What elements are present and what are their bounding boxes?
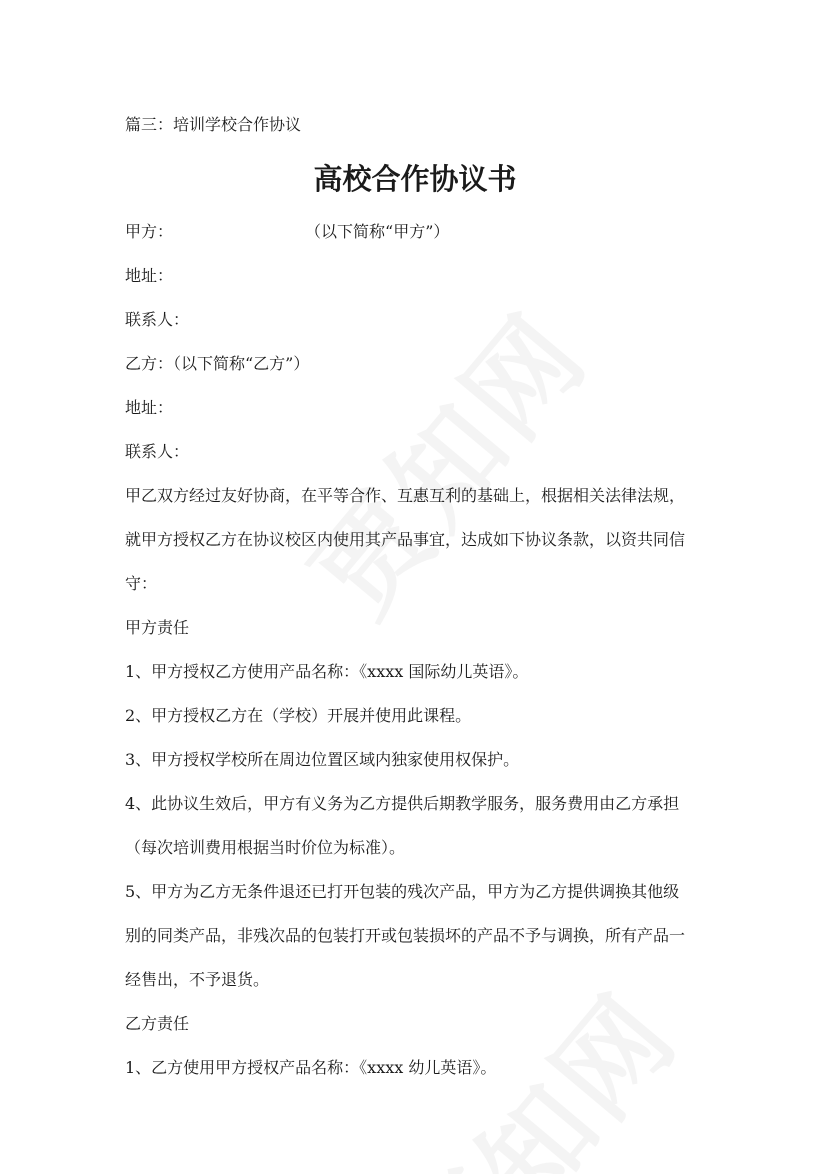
party-a-label: 甲方： xyxy=(125,222,174,241)
intro-line: 甲乙双方经过友好协商，在平等合作、互惠互利的基础上，根据相关法律法规， xyxy=(125,486,686,505)
party-a-contact: 联系人： xyxy=(125,310,190,329)
clause-line: 4、此协议生效后，甲方有义务为乙方提供后期教学服务，服务费用由乙方承担 xyxy=(125,794,680,813)
party-a-line xyxy=(125,222,449,242)
watermark xyxy=(272,275,617,643)
party-a-address: 地址： xyxy=(125,266,174,285)
party-b-duties-heading: 乙方责任 xyxy=(125,1014,190,1033)
clause-line: （每次培训费用根据当时价位为标准）。 xyxy=(125,838,406,857)
clause-line: 2、甲方授权乙方在（学校）开展并使用此课程。 xyxy=(125,706,472,725)
clause-line: 3、甲方授权学校所在周边位置区域内独家使用权保护。 xyxy=(125,750,520,769)
party-a-duties-heading: 甲方责任 xyxy=(125,618,190,637)
clause-line: 1、甲方授权乙方使用产品名称：《xxxx 国际幼儿英语》。 xyxy=(125,662,529,681)
party-b-address: 地址： xyxy=(125,398,174,417)
party-b-label: 乙方：（以下简称“乙方”） xyxy=(125,354,310,373)
section-heading: 篇三：培训学校合作协议 xyxy=(125,115,302,134)
clause-line: 经售出，不予退货。 xyxy=(125,970,270,989)
party-b-contact: 联系人： xyxy=(125,442,190,461)
clause-line: 5、甲方为乙方无条件退还已打开包装的残次产品，甲方为乙方提供调换其他级 xyxy=(125,882,680,901)
document-title: 高校合作协议书 xyxy=(313,162,517,196)
party-a-alias: （以下简称“甲方”） xyxy=(305,222,450,241)
clause-line: 别的同类产品，非残次品的包装打开或包装损坏的产品不予与调换，所有产品一 xyxy=(125,926,686,945)
intro-line: 守： xyxy=(125,574,158,593)
intro-line: 就甲方授权乙方在协议校区内使用其产品事宜，达成如下协议条款，以资共同信 xyxy=(125,530,686,549)
clause-line: 1、乙方使用甲方授权产品名称：《xxxx 幼儿英语》。 xyxy=(125,1058,497,1077)
